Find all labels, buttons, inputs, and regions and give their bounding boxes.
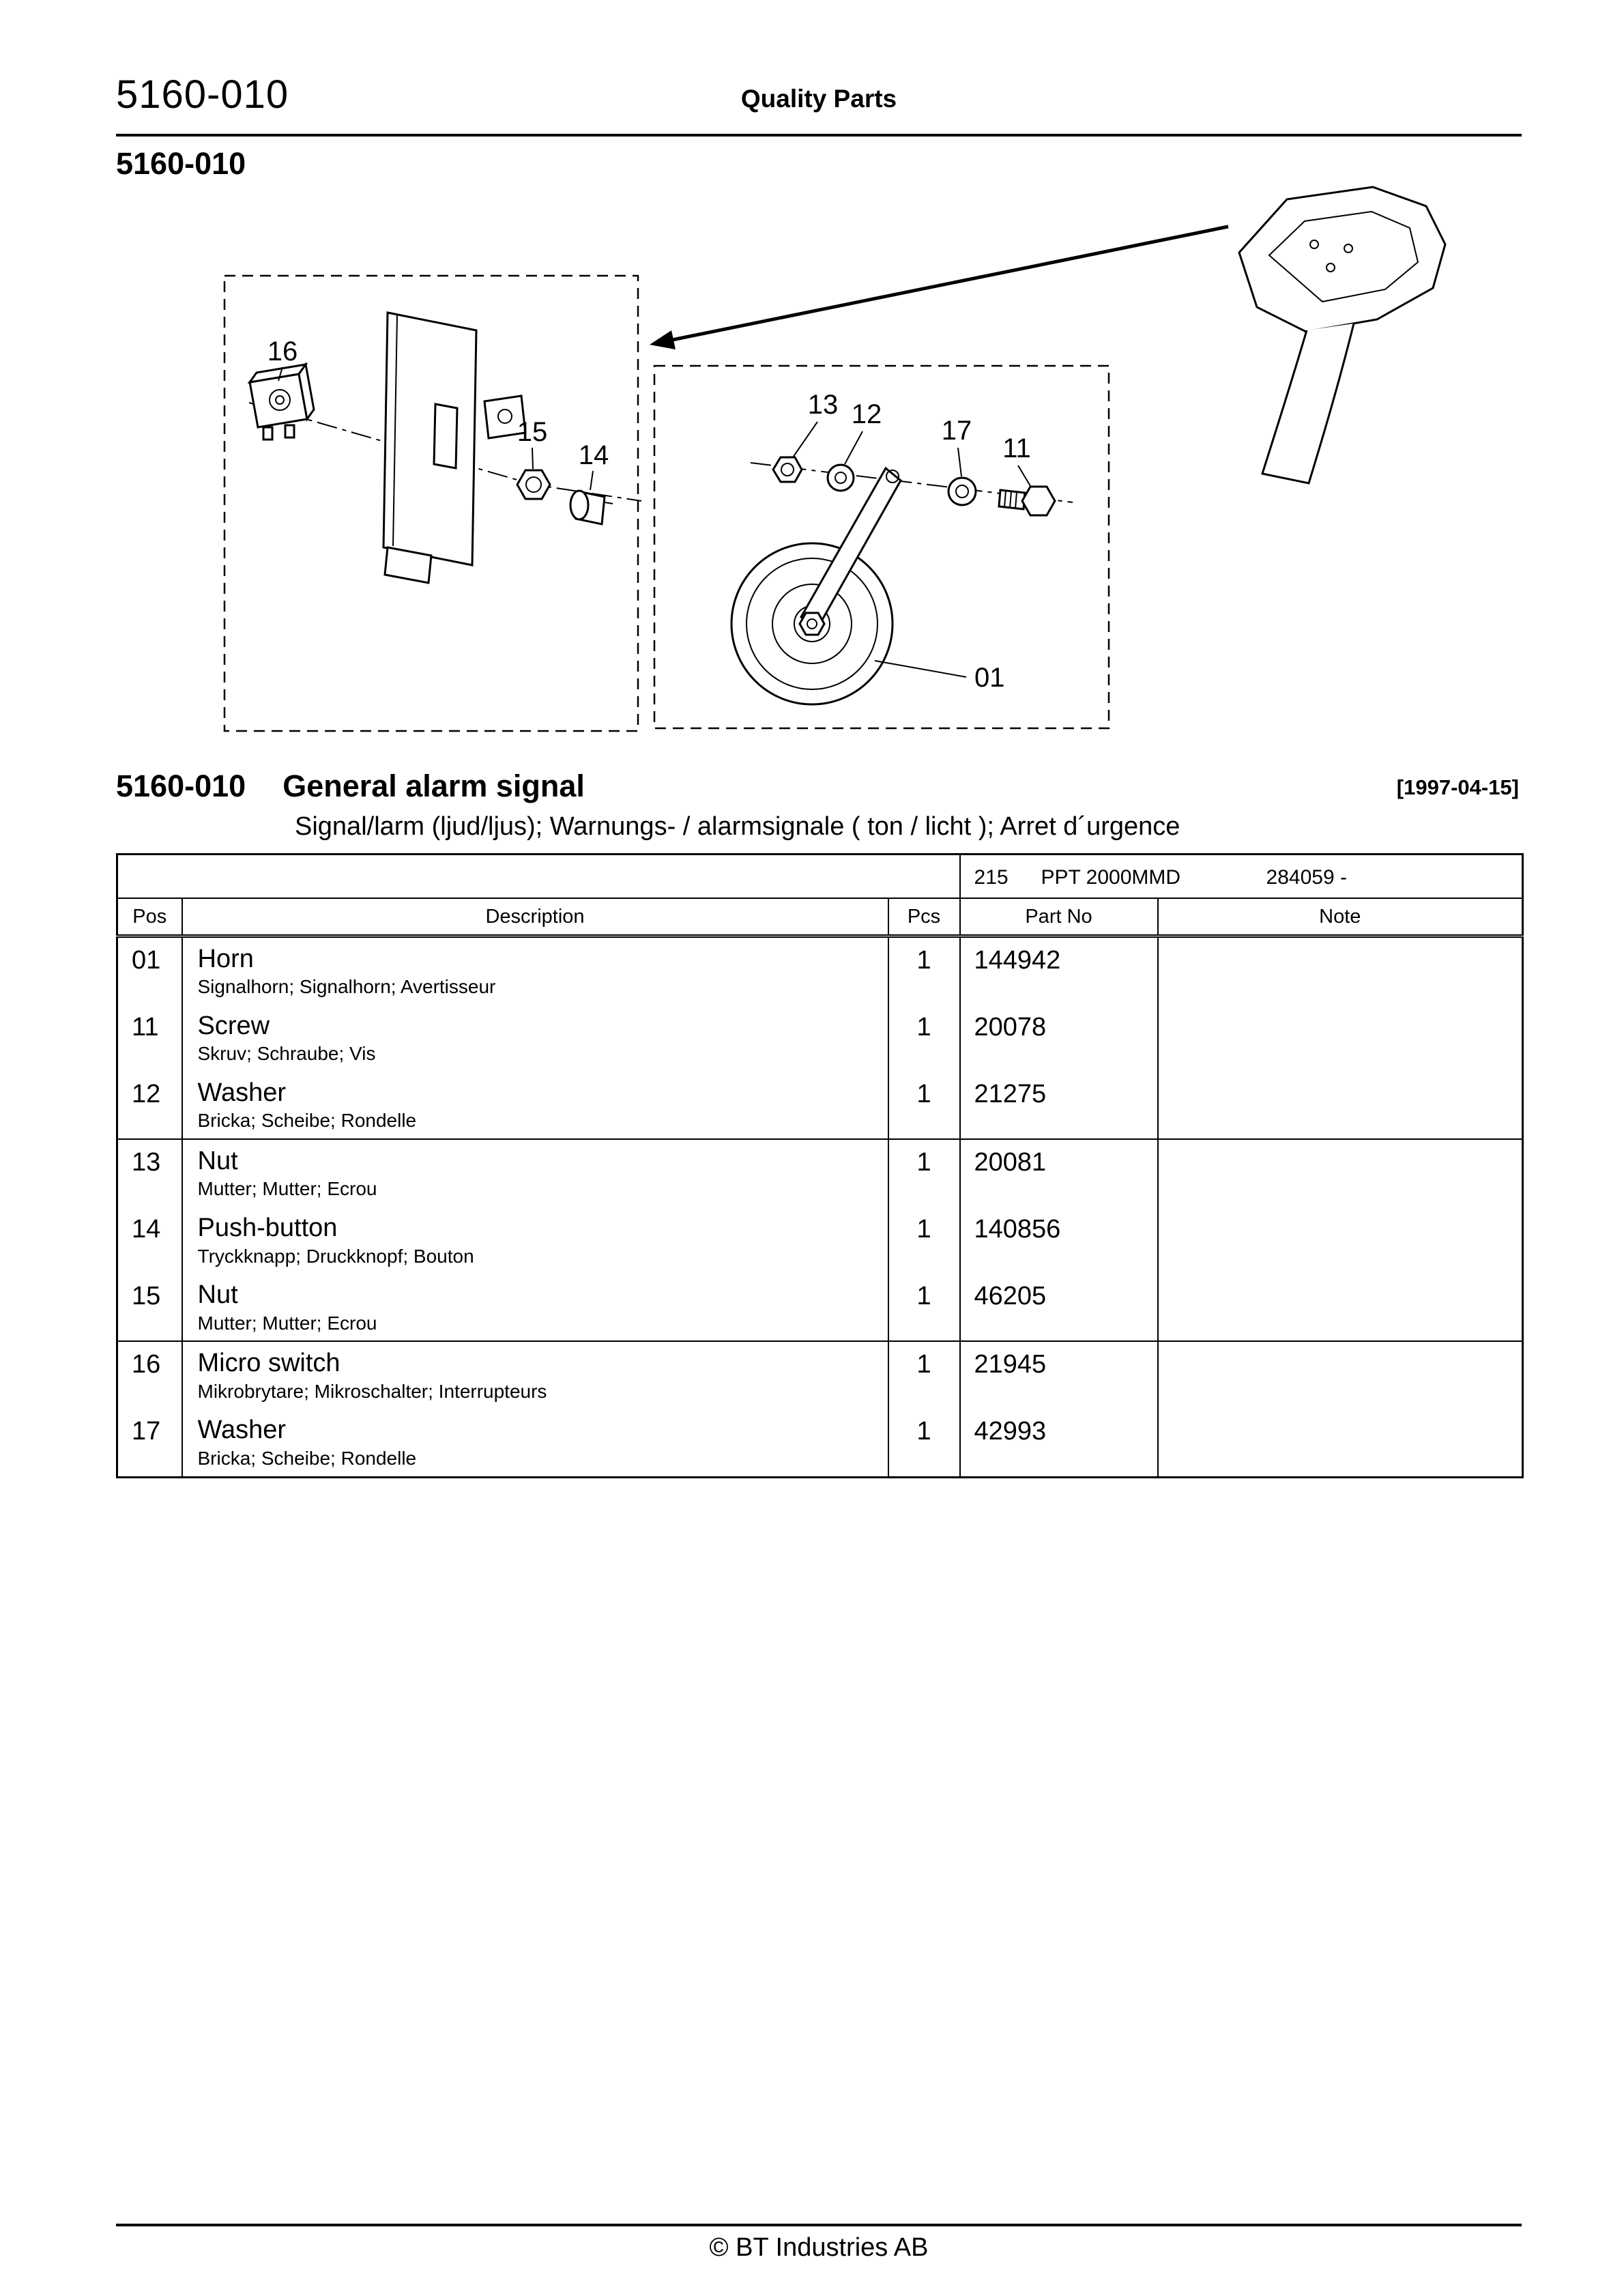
model-serial: 284059 - xyxy=(1266,866,1347,889)
row-description xyxy=(182,1207,888,1274)
callout-17: 17 xyxy=(941,416,972,446)
table-row xyxy=(117,1207,1523,1274)
section-date: [1997-04-15] xyxy=(1396,775,1519,799)
row-pcs: 1 xyxy=(888,936,960,1005)
row-part-no: 46205 xyxy=(960,1274,1158,1341)
row-pcs: 1 xyxy=(888,1341,960,1409)
washer-17-drawing xyxy=(948,478,976,505)
row-pos: 16 xyxy=(117,1341,182,1409)
washer-12-drawing xyxy=(828,465,854,491)
row-pcs: 1 xyxy=(888,1274,960,1341)
row-note xyxy=(1158,1005,1523,1072)
nut-15-drawing xyxy=(517,470,550,499)
callout-14: 14 xyxy=(578,440,609,470)
row-pos: 12 xyxy=(117,1072,182,1139)
row-description xyxy=(182,1341,888,1409)
section-subtitle: Signal/larm (ljud/ljus); Warnungs- / alarmsignale ( ton / licht ); Arret d´urgence xyxy=(295,812,1180,841)
part-name-translations: Skruv; Schraube; Vis xyxy=(197,1043,376,1065)
horn-drawing xyxy=(731,468,901,704)
part-name-translations: Mutter; Mutter; Ecrou xyxy=(197,1178,377,1200)
part-name: Micro switch xyxy=(197,1349,340,1378)
part-name-translations: Bricka; Scheibe; Rondelle xyxy=(197,1110,417,1132)
part-name: Screw xyxy=(197,1011,270,1040)
parts-table xyxy=(116,853,1524,1478)
row-part-no: 42993 xyxy=(960,1409,1158,1477)
row-note xyxy=(1158,1341,1523,1409)
column-header-row xyxy=(117,898,1523,936)
row-part-no: 144942 xyxy=(960,936,1158,1005)
table-row xyxy=(117,1072,1523,1139)
header-center-title: Quality Parts xyxy=(740,85,897,113)
row-description xyxy=(182,1274,888,1341)
row-pcs: 1 xyxy=(888,1072,960,1139)
model-name: PPT 2000MMD xyxy=(1041,866,1181,889)
section-number: 5160-010 xyxy=(116,769,246,803)
row-note xyxy=(1158,1072,1523,1139)
table-row xyxy=(117,1341,1523,1409)
row-description xyxy=(182,1072,888,1139)
part-name-translations: Tryckknapp; Druckknopf; Bouton xyxy=(197,1245,474,1267)
leader-13 xyxy=(793,422,817,457)
part-name: Nut xyxy=(197,1146,238,1175)
model-header-empty xyxy=(117,855,960,898)
part-name: Nut xyxy=(197,1280,238,1310)
row-description xyxy=(182,936,888,1005)
part-name: Push-button xyxy=(197,1214,338,1243)
table-row xyxy=(117,1274,1523,1341)
footer-copyright: © BT Industries AB xyxy=(709,2233,929,2262)
col-header-part-no: Part No xyxy=(960,898,1158,936)
row-description xyxy=(182,1005,888,1072)
row-note xyxy=(1158,1274,1523,1341)
col-header-description: Description xyxy=(182,898,888,936)
callout-16: 16 xyxy=(267,336,298,367)
leader-01 xyxy=(875,661,966,677)
screw-11-drawing xyxy=(999,487,1055,515)
row-part-no: 21275 xyxy=(960,1072,1158,1139)
row-pos: 14 xyxy=(117,1207,182,1274)
nut-13-drawing xyxy=(773,457,802,482)
row-description xyxy=(182,1139,888,1207)
callout-01: 01 xyxy=(974,663,1005,693)
row-part-no: 20081 xyxy=(960,1139,1158,1207)
part-name-translations: Bricka; Scheibe; Rondelle xyxy=(197,1448,417,1469)
leader-15 xyxy=(532,448,533,469)
part-name-translations: Signalhorn; Signalhorn; Avertisseur xyxy=(197,976,496,998)
row-note xyxy=(1158,936,1523,1005)
table-row xyxy=(117,936,1523,1005)
truck-handle-sketch xyxy=(1239,187,1445,483)
leader-12 xyxy=(845,431,862,464)
part-name: Horn xyxy=(197,944,254,973)
header-rule xyxy=(116,134,1522,137)
model-header-cell xyxy=(960,855,1523,898)
section-title-row xyxy=(116,769,1522,809)
part-name-translations: Mutter; Mutter; Ecrou xyxy=(197,1312,377,1334)
micro-switch-drawing xyxy=(250,364,314,440)
part-name: Washer xyxy=(197,1078,287,1107)
row-note xyxy=(1158,1207,1523,1274)
row-pcs: 1 xyxy=(888,1207,960,1274)
part-name-translations: Mikrobrytare; Mikroschalter; Interrupteurs xyxy=(197,1380,547,1402)
row-pos: 13 xyxy=(117,1139,182,1207)
row-pos: 15 xyxy=(117,1274,182,1341)
row-pos: 17 xyxy=(117,1409,182,1477)
row-pcs: 1 xyxy=(888,1409,960,1477)
callout-11: 11 xyxy=(1002,433,1031,463)
row-part-no: 140856 xyxy=(960,1207,1158,1274)
leader-17 xyxy=(958,448,961,476)
callout-12: 12 xyxy=(851,399,882,429)
table-row xyxy=(117,1005,1523,1072)
col-header-note: Note xyxy=(1158,898,1523,936)
model-header-row xyxy=(117,855,1523,898)
part-name: Washer xyxy=(197,1416,287,1445)
page-header xyxy=(116,60,1522,117)
footer-rule xyxy=(116,2224,1522,2226)
row-pos: 01 xyxy=(117,936,182,1005)
callout-13: 13 xyxy=(807,390,839,420)
row-part-no: 20078 xyxy=(960,1005,1158,1072)
row-note xyxy=(1158,1139,1523,1207)
row-pcs: 1 xyxy=(888,1139,960,1207)
callout-15: 15 xyxy=(517,417,548,447)
col-header-pcs: Pcs xyxy=(888,898,960,936)
model-code: 215 xyxy=(974,866,1009,889)
leader-11 xyxy=(1018,465,1030,486)
row-pcs: 1 xyxy=(888,1005,960,1072)
table-row xyxy=(117,1409,1523,1477)
row-part-no: 21945 xyxy=(960,1341,1158,1409)
exploded-parts-diagram xyxy=(116,179,1522,766)
pointer-arrow-line xyxy=(672,227,1228,340)
leader-14 xyxy=(590,471,593,490)
page-title: 5160-010 xyxy=(116,72,289,117)
section-title: General alarm signal xyxy=(282,769,585,803)
pointer-arrowhead xyxy=(650,330,676,349)
row-pos: 11 xyxy=(117,1005,182,1072)
section-code-heading: 5160-010 xyxy=(116,146,246,181)
row-description xyxy=(182,1409,888,1477)
col-header-pos: Pos xyxy=(117,898,182,936)
table-row xyxy=(117,1139,1523,1207)
mounting-panel-drawing xyxy=(383,313,525,583)
row-note xyxy=(1158,1409,1523,1477)
